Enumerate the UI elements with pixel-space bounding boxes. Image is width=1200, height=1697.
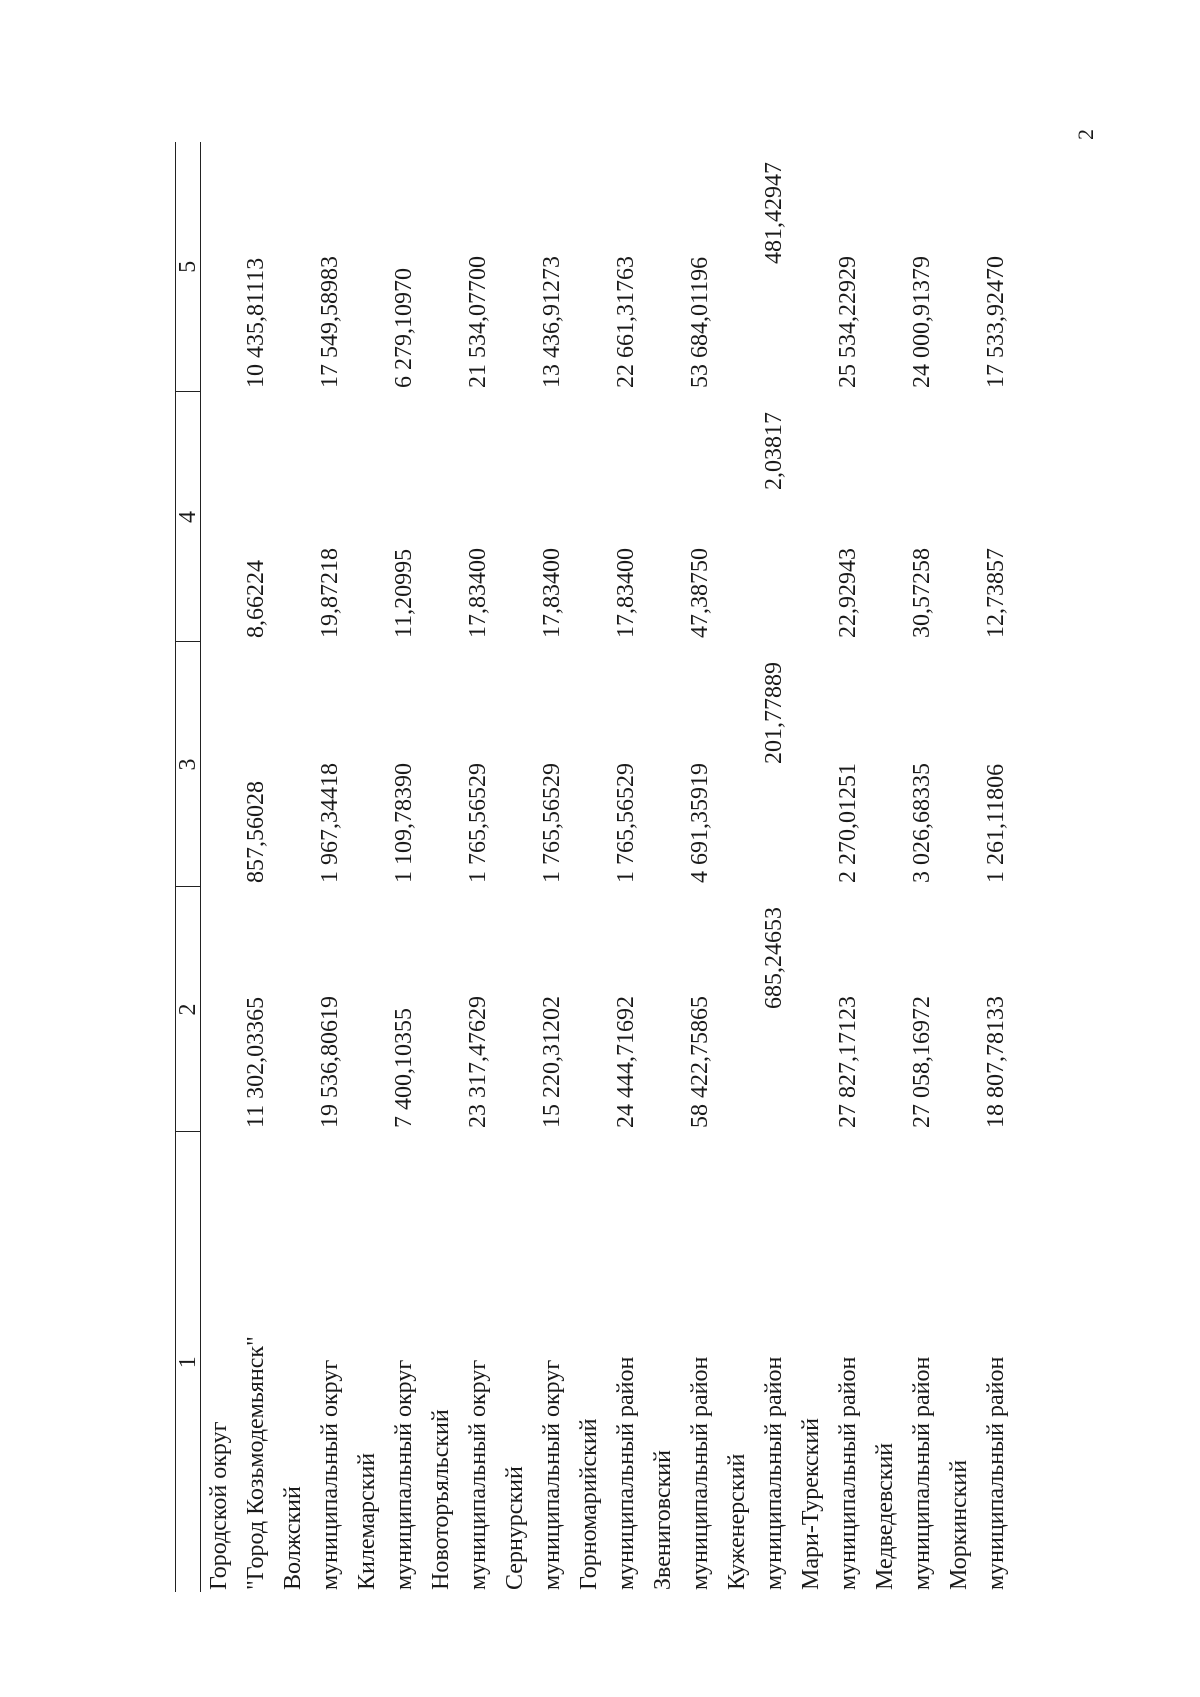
value-cell-col-5: 17 549,58983 bbox=[317, 256, 343, 388]
value-cell-col-5: 22 661,31763 bbox=[613, 256, 639, 388]
table-row bbox=[941, 142, 1015, 1592]
value-cell-col-5: 13 436,91273 bbox=[539, 256, 565, 388]
municipality-name-line: муниципальный район bbox=[835, 1356, 861, 1590]
table-row bbox=[275, 142, 349, 1592]
value-cell-col-3: 1 109,78390 bbox=[391, 763, 417, 883]
table-header bbox=[176, 142, 201, 1592]
municipality-name-line: Новоторъяльский bbox=[428, 1409, 454, 1590]
municipality-name-line: муниципальный район bbox=[983, 1356, 1009, 1590]
value-cell-col-5: 24 000,91379 bbox=[909, 256, 935, 388]
page-number: 2 bbox=[1073, 129, 1098, 140]
municipality-name-line: муниципальный район bbox=[613, 1356, 639, 1590]
municipality-name-line: Волжский bbox=[280, 1486, 306, 1590]
municipality-name-cell bbox=[497, 1132, 571, 1592]
value-cell-col-4: 47,38750 bbox=[687, 548, 713, 638]
value-cell-col-5: 53 684,01196 bbox=[687, 256, 713, 388]
column-header-5: 5 bbox=[176, 142, 201, 392]
table-row bbox=[793, 142, 867, 1592]
value-cell-col-5: 17 533,92470 bbox=[983, 256, 1009, 388]
municipality-name-line: муниципальный район bbox=[687, 1356, 713, 1590]
value-cell-col-3: 1 765,56529 bbox=[539, 763, 565, 883]
value-cell-col-2: 27 058,16972 bbox=[909, 996, 935, 1128]
municipality-name-cell bbox=[719, 1132, 793, 1592]
value-cell-col-3: 4 691,35919 bbox=[687, 763, 713, 883]
value-cell-col-4: 11,20995 bbox=[391, 548, 417, 638]
value-cell-col-3: 1 765,56529 bbox=[613, 763, 639, 883]
value-cell-col-2: 19 536,80619 bbox=[317, 996, 343, 1128]
municipality-name-line: Городской округ bbox=[206, 1421, 232, 1590]
municipality-name-cell bbox=[941, 1132, 1015, 1592]
value-cell-col-5: 6 279,10970 bbox=[391, 268, 417, 388]
value-cell-col-3: 201,77889 bbox=[761, 662, 787, 764]
value-cell-col-5: 481,42947 bbox=[761, 162, 787, 264]
column-header-4: 4 bbox=[176, 392, 201, 642]
municipality-name-cell bbox=[349, 1132, 423, 1592]
value-cell-col-4: 30,57258 bbox=[909, 548, 935, 638]
value-cell-col-4: 2,03817 bbox=[761, 412, 787, 490]
value-cell-col-2: 18 807,78133 bbox=[983, 996, 1009, 1128]
table-row bbox=[349, 142, 423, 1592]
value-cell-col-5: 25 534,22929 bbox=[835, 256, 861, 388]
column-header-1: 1 bbox=[176, 1132, 201, 1592]
table-body bbox=[201, 142, 1016, 1592]
municipality-name-line: муниципальный район bbox=[909, 1356, 935, 1590]
value-cell-col-4: 12,73857 bbox=[983, 548, 1009, 638]
value-cell-col-4: 17,83400 bbox=[539, 548, 565, 638]
value-cell-col-5: 10 435,81113 bbox=[243, 257, 269, 388]
municipality-name-line: муниципальный округ bbox=[391, 1359, 417, 1590]
municipality-name-line: муниципальный округ bbox=[317, 1359, 343, 1590]
value-cell-col-3: 2 270,01251 bbox=[835, 763, 861, 883]
table-row bbox=[571, 142, 645, 1592]
municipality-name-line: Куженерский bbox=[724, 1453, 750, 1590]
municipality-name-cell bbox=[423, 1132, 497, 1592]
table-row bbox=[201, 142, 276, 1592]
column-header-2: 2 bbox=[176, 887, 201, 1132]
value-cell-col-2: 15 220,31202 bbox=[539, 996, 565, 1128]
municipality-name-cell bbox=[645, 1132, 719, 1592]
table-row bbox=[645, 142, 719, 1592]
value-cell-col-2: 58 422,75865 bbox=[687, 996, 713, 1128]
municipality-name-line: Медведевский bbox=[872, 1442, 898, 1590]
value-cell-col-3: 1 765,56529 bbox=[465, 763, 491, 883]
value-cell-col-3: 857,56028 bbox=[243, 781, 269, 883]
table-row bbox=[719, 142, 793, 1592]
municipality-name-line: Сернурский bbox=[502, 1466, 528, 1590]
municipality-name-line: Килемарский bbox=[354, 1452, 380, 1590]
value-cell-col-4: 19,87218 bbox=[317, 548, 343, 638]
value-cell-col-2: 23 317,47629 bbox=[465, 996, 491, 1128]
value-cell-col-4: 22,92943 bbox=[835, 548, 861, 638]
municipality-name-cell bbox=[793, 1132, 867, 1592]
municipality-name-line: муниципальный район bbox=[761, 1356, 787, 1590]
municipality-name-line: муниципальный округ bbox=[465, 1359, 491, 1590]
value-cell-col-2: 685,24653 bbox=[761, 907, 787, 1009]
value-cell-col-2: 24 444,71692 bbox=[613, 996, 639, 1128]
municipality-name-cell bbox=[201, 1132, 276, 1592]
column-header-3: 3 bbox=[176, 642, 201, 887]
value-cell-col-4: 8,66224 bbox=[243, 560, 269, 638]
municipality-name-line: Моркинский bbox=[946, 1459, 972, 1590]
value-cell-col-5: 21 534,07700 bbox=[465, 256, 491, 388]
value-cell-col-2: 27 827,17123 bbox=[835, 996, 861, 1128]
table-row bbox=[423, 142, 497, 1592]
municipality-name-line: "Город Козьмодемьянск" bbox=[243, 1336, 269, 1590]
municipality-name-line: Звениговский bbox=[650, 1450, 676, 1590]
value-cell-col-2: 7 400,10355 bbox=[391, 1008, 417, 1128]
table-row bbox=[497, 142, 571, 1592]
municipality-name-cell bbox=[275, 1132, 349, 1592]
value-cell-col-4: 17,83400 bbox=[465, 548, 491, 638]
value-cell-col-3: 1 261,11806 bbox=[983, 763, 1009, 883]
rotated-table-sheet bbox=[175, 142, 1055, 1592]
municipality-name-line: муниципальный округ bbox=[539, 1359, 565, 1590]
table-row bbox=[867, 142, 941, 1592]
value-cell-col-4: 17,83400 bbox=[613, 548, 639, 638]
municipality-name-cell bbox=[571, 1132, 645, 1592]
municipality-name-line: Мари-Турекский bbox=[798, 1417, 824, 1590]
value-cell-col-2: 11 302,03365 bbox=[243, 996, 269, 1128]
distribution-table bbox=[175, 142, 1015, 1592]
municipality-name-line: Горномарийский bbox=[576, 1418, 602, 1590]
value-cell-col-3: 1 967,34418 bbox=[317, 763, 343, 883]
municipality-name-cell bbox=[867, 1132, 941, 1592]
value-cell-col-3: 3 026,68335 bbox=[909, 763, 935, 883]
